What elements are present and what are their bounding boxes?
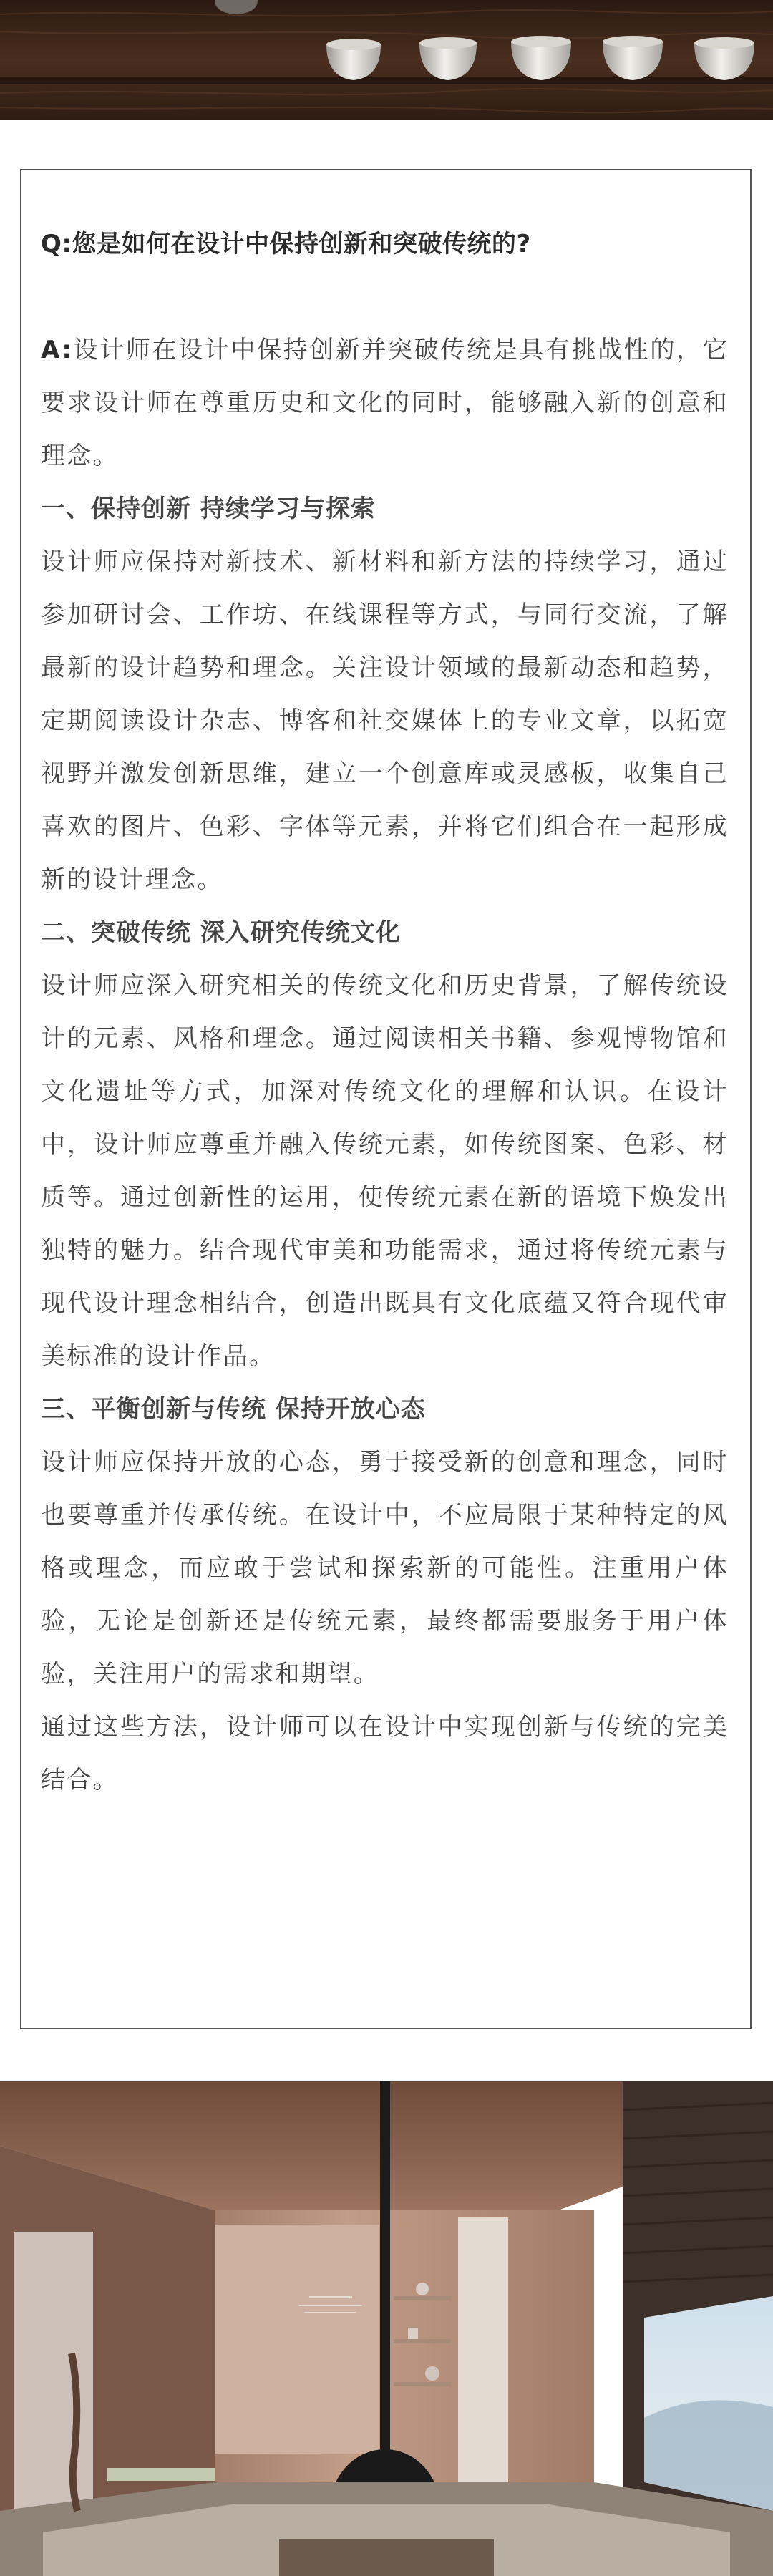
bottom-photo-living-room bbox=[0, 2081, 773, 2576]
bowls-shelf-icon bbox=[0, 0, 773, 120]
answer-intro bbox=[41, 324, 729, 482]
spacer bbox=[41, 271, 729, 324]
section-body-2: 设计师应深入研究相关的传统文化和历史背景，了解传统设计的元素、风格和理念。通过阅读相关书籍、参观博物馆和文化遗址等方式，加深对传统文化的理解和认识。在设计中，设计师应尊重并融入传统元素，如传统图案、色彩、材质等。通过创新性的运用，使传统元素在新的语境下焕发出独特的魅力。结合现代审美和功能需求，通过将传统元素与现代设计理念相结合，创造出既具有文化底蕴又符合现代审美标准的设计作品。 bbox=[41, 971, 729, 1371]
section-heading-1: 一、保持创新 持续学习与探索 bbox=[41, 495, 376, 523]
section-body-3: 设计师应保持开放的心态，勇于接受新的创意和理念，同时也要尊重并传承传统。在设计中，不应局限于某种特定的风格或理念，而应敢于尝试和探索新的可能性。注重用户体验，无论是创新还是传统元素，最终都需要服务于用户体验，关注用户的需求和期望。 bbox=[41, 1448, 729, 1688]
top-photo-bowls-shelf bbox=[0, 0, 773, 120]
answer-intro-text: 设计师在设计中保持创新并突破传统是具有挑战性的，它要求设计师在尊重历史和文化的同时，能够融入新的创意和理念。 bbox=[41, 336, 729, 470]
qa-card bbox=[20, 169, 752, 2029]
section-heading-3: 三、平衡创新与传统 保持开放心态 bbox=[41, 1395, 426, 1424]
section-heading-2: 二、突破传统 深入研究传统文化 bbox=[41, 918, 401, 947]
answer-label: A: bbox=[41, 336, 74, 364]
section-body-1: 设计师应保持对新技术、新材料和新方法的持续学习，通过参加研讨会、工作坊、在线课程等方式，与同行交流，了解最新的设计趋势和理念。关注设计领域的最新动态和趋势，定期阅读设计杂志、博客和社交媒体上的专业文章，以拓宽视野并激发创新思维，建立一个创意库或灵感板，收集自己喜欢的图片、色彩、字体等元素，并将它们组合在一起形成新的设计理念。 bbox=[41, 548, 729, 894]
living-room-fireplace-icon bbox=[0, 2081, 773, 2576]
question-heading: Q:您是如何在设计中保持创新和突破传统的? bbox=[41, 230, 531, 258]
conclusion: 通过这些方法，设计师可以在设计中实现创新与传统的完美结合。 bbox=[41, 1713, 729, 1794]
